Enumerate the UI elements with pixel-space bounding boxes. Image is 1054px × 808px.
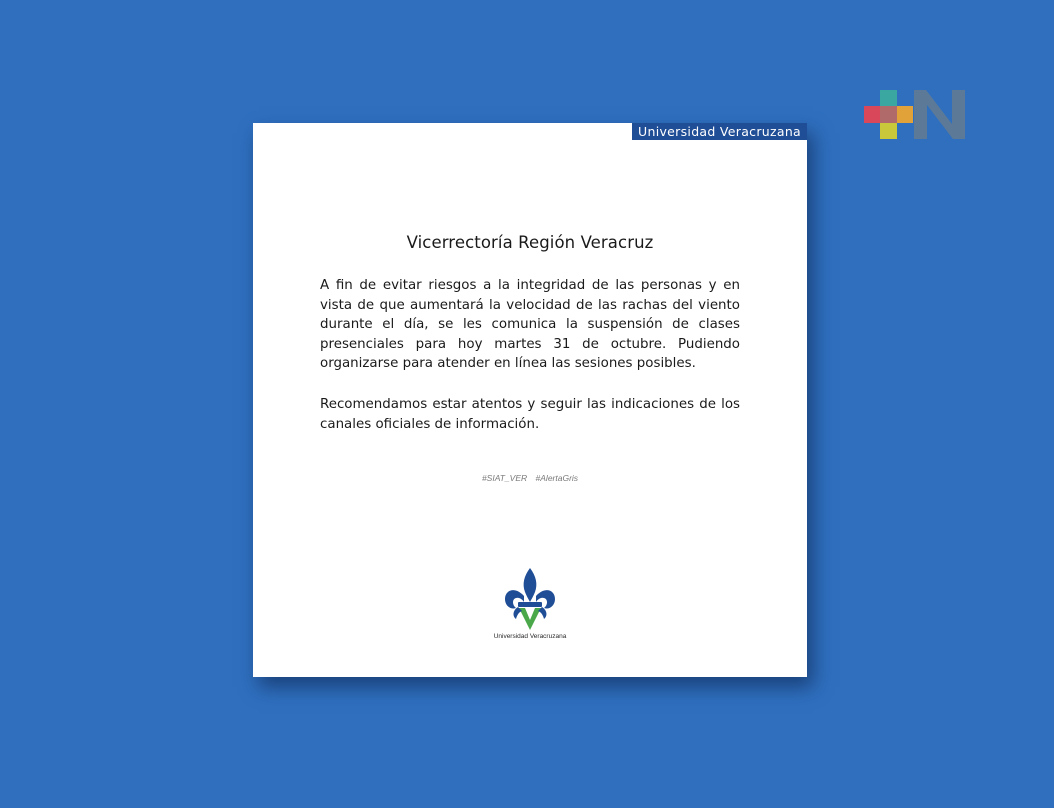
fleur-de-lis-emblem-icon xyxy=(503,566,557,632)
uv-emblem xyxy=(503,566,557,632)
notice-card xyxy=(253,123,807,677)
notice-paragraph: A fin de evitar riesgos a la integridad de las personas y en vista de que aumentará la velocidad de las rachas del viento durante el día, se les comunica la suspensión de clases presenciales para hoy martes 31 de octubre. Pudiendo organizarse para atender en línea las sesiones posibles. xyxy=(320,278,740,372)
hashtag-alerta-gris[interactable]: #AlertaGris xyxy=(535,473,579,483)
plus-n-logo-icon xyxy=(864,90,966,140)
hashtags xyxy=(253,473,807,483)
hashtag-siat-ver[interactable]: #SIAT_VER xyxy=(481,473,528,483)
institution-banner: Universidad Veracruzana xyxy=(632,123,807,140)
emblem-caption: Universidad Veracruzana xyxy=(493,633,567,640)
notice-paragraph: Recomendamos estar atentos y seguir las indicaciones de los canales oficiales de información. xyxy=(320,397,740,432)
notice-title: Vicerrectoría Región Veracruz xyxy=(406,233,654,252)
brand-logo xyxy=(864,90,966,140)
